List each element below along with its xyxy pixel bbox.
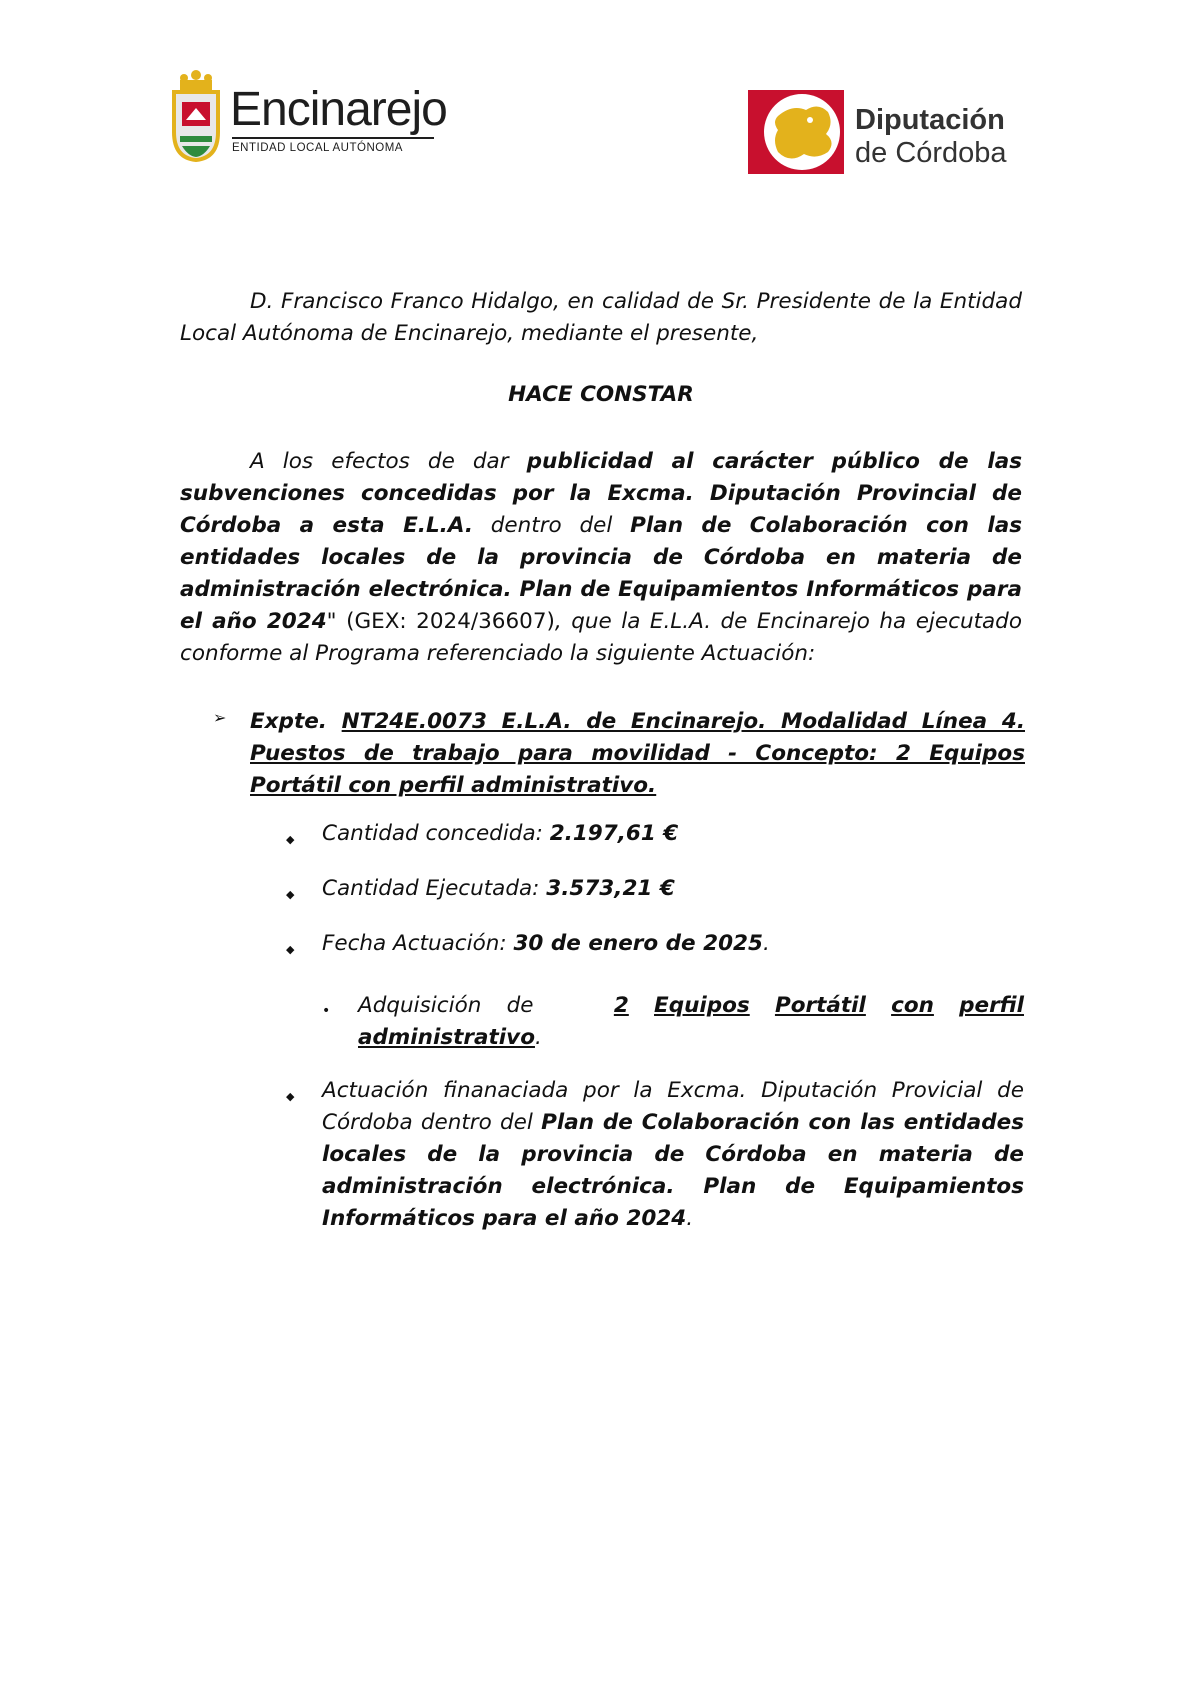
sub-bold-6: administrativo [358,1025,535,1050]
para-text-3: , que la E.L.A. de Encinarejo ha ejecutado conforme al Programa referenciado la siguiente Actuación: [180,609,1022,666]
dot-bullet-icon: • [322,1003,331,1019]
intro-paragraph [180,286,1022,350]
expte-prefix: Expte. [250,709,342,734]
sub-bold-1: 2 [613,993,629,1018]
item-actuacion-financiada [322,1075,1024,1235]
diputacion-logo [748,90,1038,176]
encinarejo-subtitle: ENTIDAD LOCAL AUTÓNOMA [232,142,403,154]
encinarejo-shield-icon [170,70,222,162]
para-text-2: dentro del [473,513,631,538]
item-cantidad-concedida [322,818,678,850]
ejecutada-label: Cantidad Ejecutada: [322,876,547,901]
diamond-bullet-icon: ◆ [286,833,295,846]
diputacion-line1: Diputación [855,104,1005,136]
fecha-value: 30 de enero de 2025 [513,931,763,956]
final-end: . [686,1206,694,1231]
para-text-1: A los efectos de dar [250,449,527,474]
sub-word-2: de [506,993,534,1018]
fecha-end: . [762,931,770,956]
sub-bold-5: perfil [959,993,1024,1018]
item-cantidad-ejecutada [322,873,675,905]
para-gex: (GEX: 2024/36607) [346,609,555,634]
diamond-bullet-icon: ◆ [286,888,295,901]
sub-bold-4: con [891,993,934,1018]
encinarejo-logo [170,70,460,170]
sub-bold-3: Portátil [774,993,866,1018]
final-text: Actuación finanaciada por la Excma. Diputación Provicial de Córdoba dentro del [322,1078,1024,1135]
ejecutada-value: 3.573,21 € [546,876,675,901]
expte-title: NT24E.0073 E.L.A. de Encinarejo. Modalidad Línea 4. Puestos de trabajo para movilidad - Concepto: 2 Equipos Portátil con perfil administrativo. [250,709,1025,798]
diamond-bullet-icon: ◆ [286,943,295,956]
heading-hace-constar: HACE CONSTAR [508,382,694,407]
para-bold-2: Plan de Colaboración con las entidades locales de la provincia de Córdoba en materia de administración electrónica. Plan de Equipamientos Informáticos para el año 2024 [180,513,1022,634]
sub-end: . [534,1025,542,1050]
arrow-bullet-icon: ➢ [213,708,227,727]
sub-word-1: Adquisición [358,993,482,1018]
para-bold-1: publicidad al carácter público de las subvenciones concedidas por la Excma. Diputación Provincial de Córdoba a esta E.L.A. [180,449,1022,538]
concedida-label: Cantidad concedida: [322,821,550,846]
diamond-bullet-icon: ◆ [286,1090,295,1103]
sub-item-adquisicion [358,990,1024,1054]
encinarejo-name: Encinarejo [230,83,447,136]
diputacion-lion-icon [748,90,844,174]
expte-item [250,706,1025,802]
concedida-value: 2.197,61 € [549,821,679,846]
sub-bold-2: Equipos [654,993,750,1018]
item-fecha-actuacion [322,928,770,960]
para-quote: " [326,609,347,634]
final-bold: Plan de Colaboración con las entidades locales de la provincia de Córdoba en materia de administración electrónica. Plan de Equipamientos Informáticos para el año 2024 [322,1110,1024,1231]
diputacion-line2: de Córdoba [855,137,1007,169]
logo-rule [232,137,434,139]
fecha-label: Fecha Actuación: [322,931,514,956]
main-paragraph [180,446,1022,670]
intro-text: D. Francisco Franco Hidalgo, en calidad de Sr. Presidente de la Entidad Local Autónoma de Encinarejo, mediante el presente, [180,289,1022,346]
